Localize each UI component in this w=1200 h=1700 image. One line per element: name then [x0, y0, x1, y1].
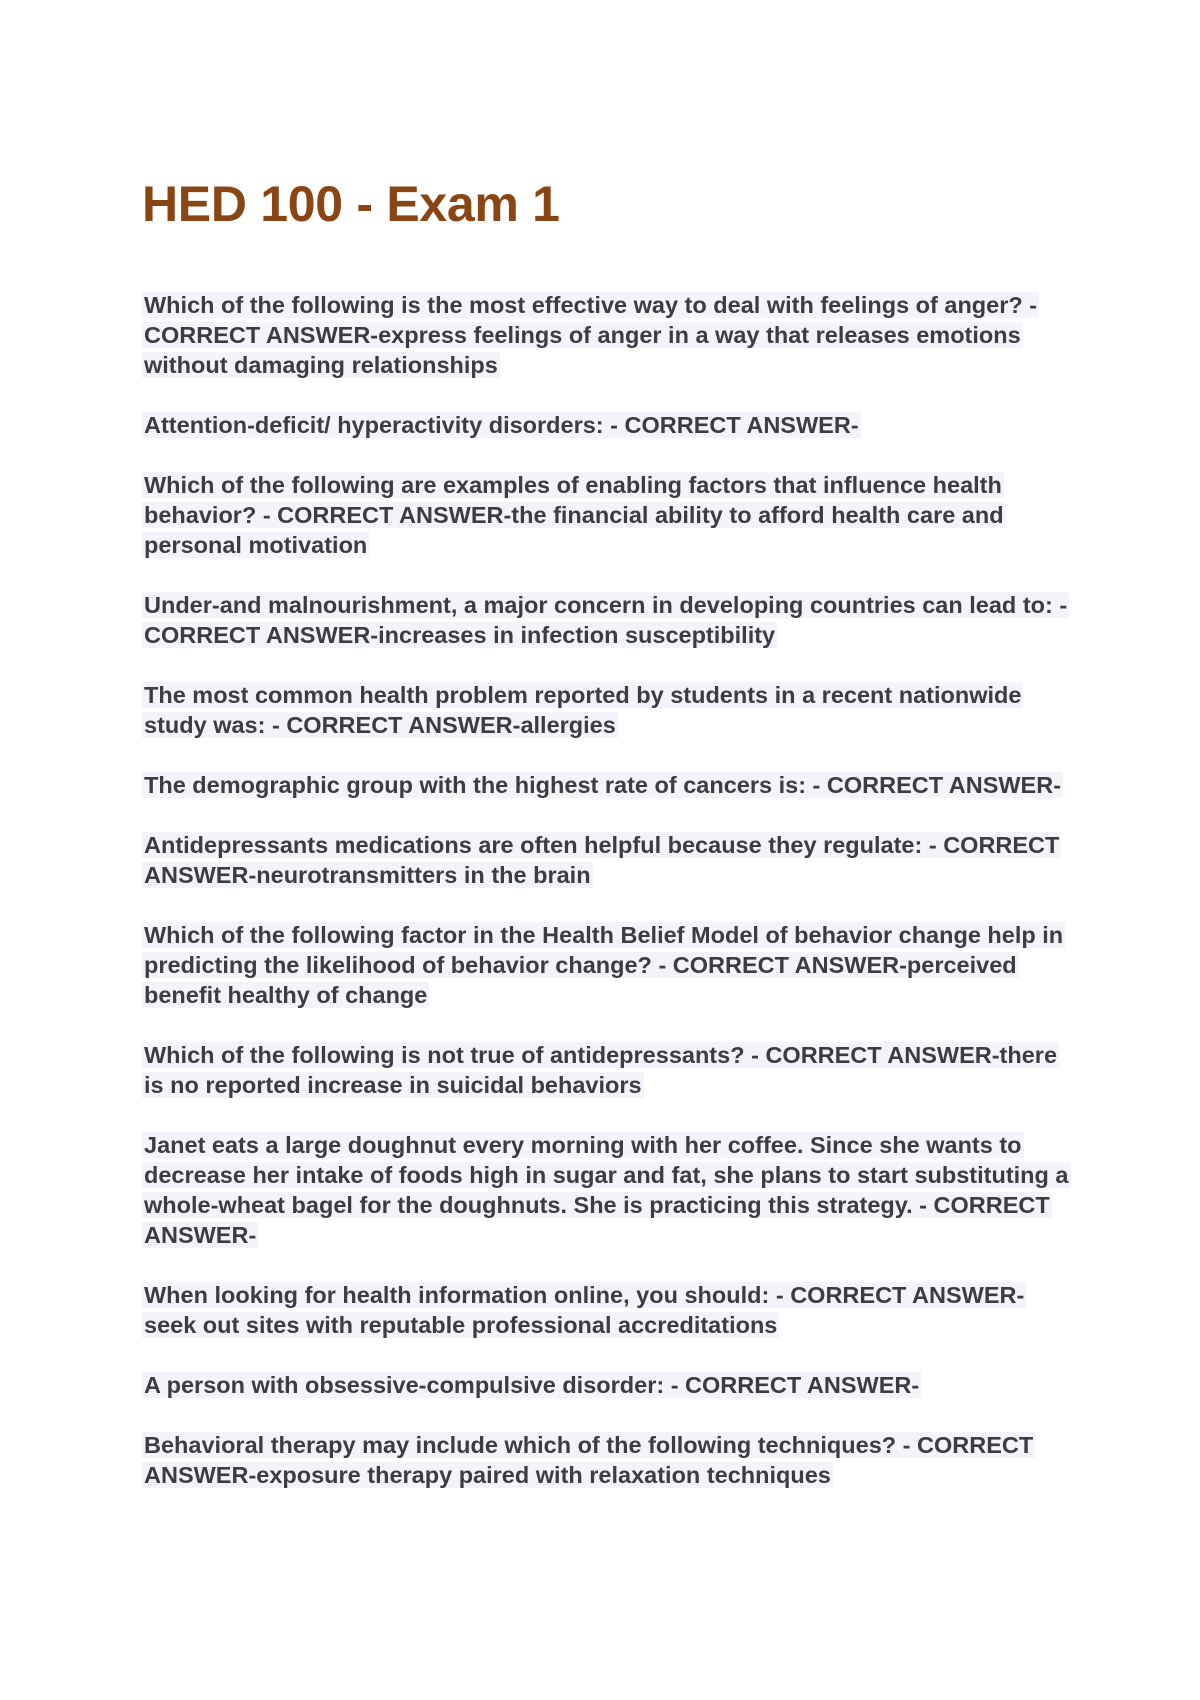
question-item — [142, 920, 1072, 1010]
question-text: Which of the following is the most effective way to deal with feelings of anger? - CORRECT ANSWER-express feelings of anger in a way that releases emotions without damaging relationships — [144, 292, 1038, 378]
question-item — [142, 680, 1072, 740]
question-item — [142, 770, 1072, 800]
question-item — [142, 1280, 1072, 1340]
question-text: Janet eats a large doughnut every morning with her coffee. Since she wants to decrease her intake of foods high in sugar and fat, she plans to start substituting a whole-wheat bagel for the doughnuts. She is practicing this strategy. - CORRECT ANSWER- — [144, 1132, 1069, 1248]
question-item — [142, 590, 1072, 650]
question-item — [142, 1370, 1072, 1400]
question-item — [142, 1040, 1072, 1100]
question-list — [142, 290, 1072, 1490]
question-text: The most common health problem reported by students in a recent nationwide study was: - CORRECT ANSWER-allergies — [144, 682, 1022, 738]
question-text: Under-and malnourishment, a major concern in developing countries can lead to: - CORRECT ANSWER-increases in infection susceptibility — [144, 592, 1068, 648]
question-text: A person with obsessive-compulsive disorder: - CORRECT ANSWER- — [144, 1372, 920, 1398]
question-text: Which of the following are examples of enabling factors that influence health behavior? - CORRECT ANSWER-the financial ability to afford health care and personal motivation — [144, 472, 1004, 558]
question-text: Antidepressants medications are often helpful because they regulate: - CORRECT ANSWER-neurotransmitters in the brain — [144, 832, 1060, 888]
document-page — [142, 176, 1072, 1520]
question-text: The demographic group with the highest rate of cancers is: - CORRECT ANSWER- — [144, 772, 1062, 798]
document-title: HED 100 - Exam 1 — [142, 176, 560, 232]
question-text: Which of the following factor in the Health Belief Model of behavior change help in predicting the likelihood of behavior change? - CORRECT ANSWER-perceived benefit healthy of change — [144, 922, 1064, 1008]
question-item — [142, 1130, 1072, 1250]
question-item — [142, 410, 1072, 440]
question-item — [142, 470, 1072, 560]
question-item — [142, 290, 1072, 380]
question-text: Behavioral therapy may include which of the following techniques? - CORRECT ANSWER-exposure therapy paired with relaxation techniques — [144, 1432, 1034, 1488]
question-text: Attention-deficit/ hyperactivity disorders: - CORRECT ANSWER- — [144, 412, 859, 438]
question-item — [142, 1430, 1072, 1490]
question-item — [142, 830, 1072, 890]
question-text: When looking for health information online, you should: - CORRECT ANSWER-seek out sites with reputable professional accreditations — [144, 1282, 1025, 1338]
question-text: Which of the following is not true of antidepressants? - CORRECT ANSWER-there is no reported increase in suicidal behaviors — [144, 1042, 1058, 1098]
